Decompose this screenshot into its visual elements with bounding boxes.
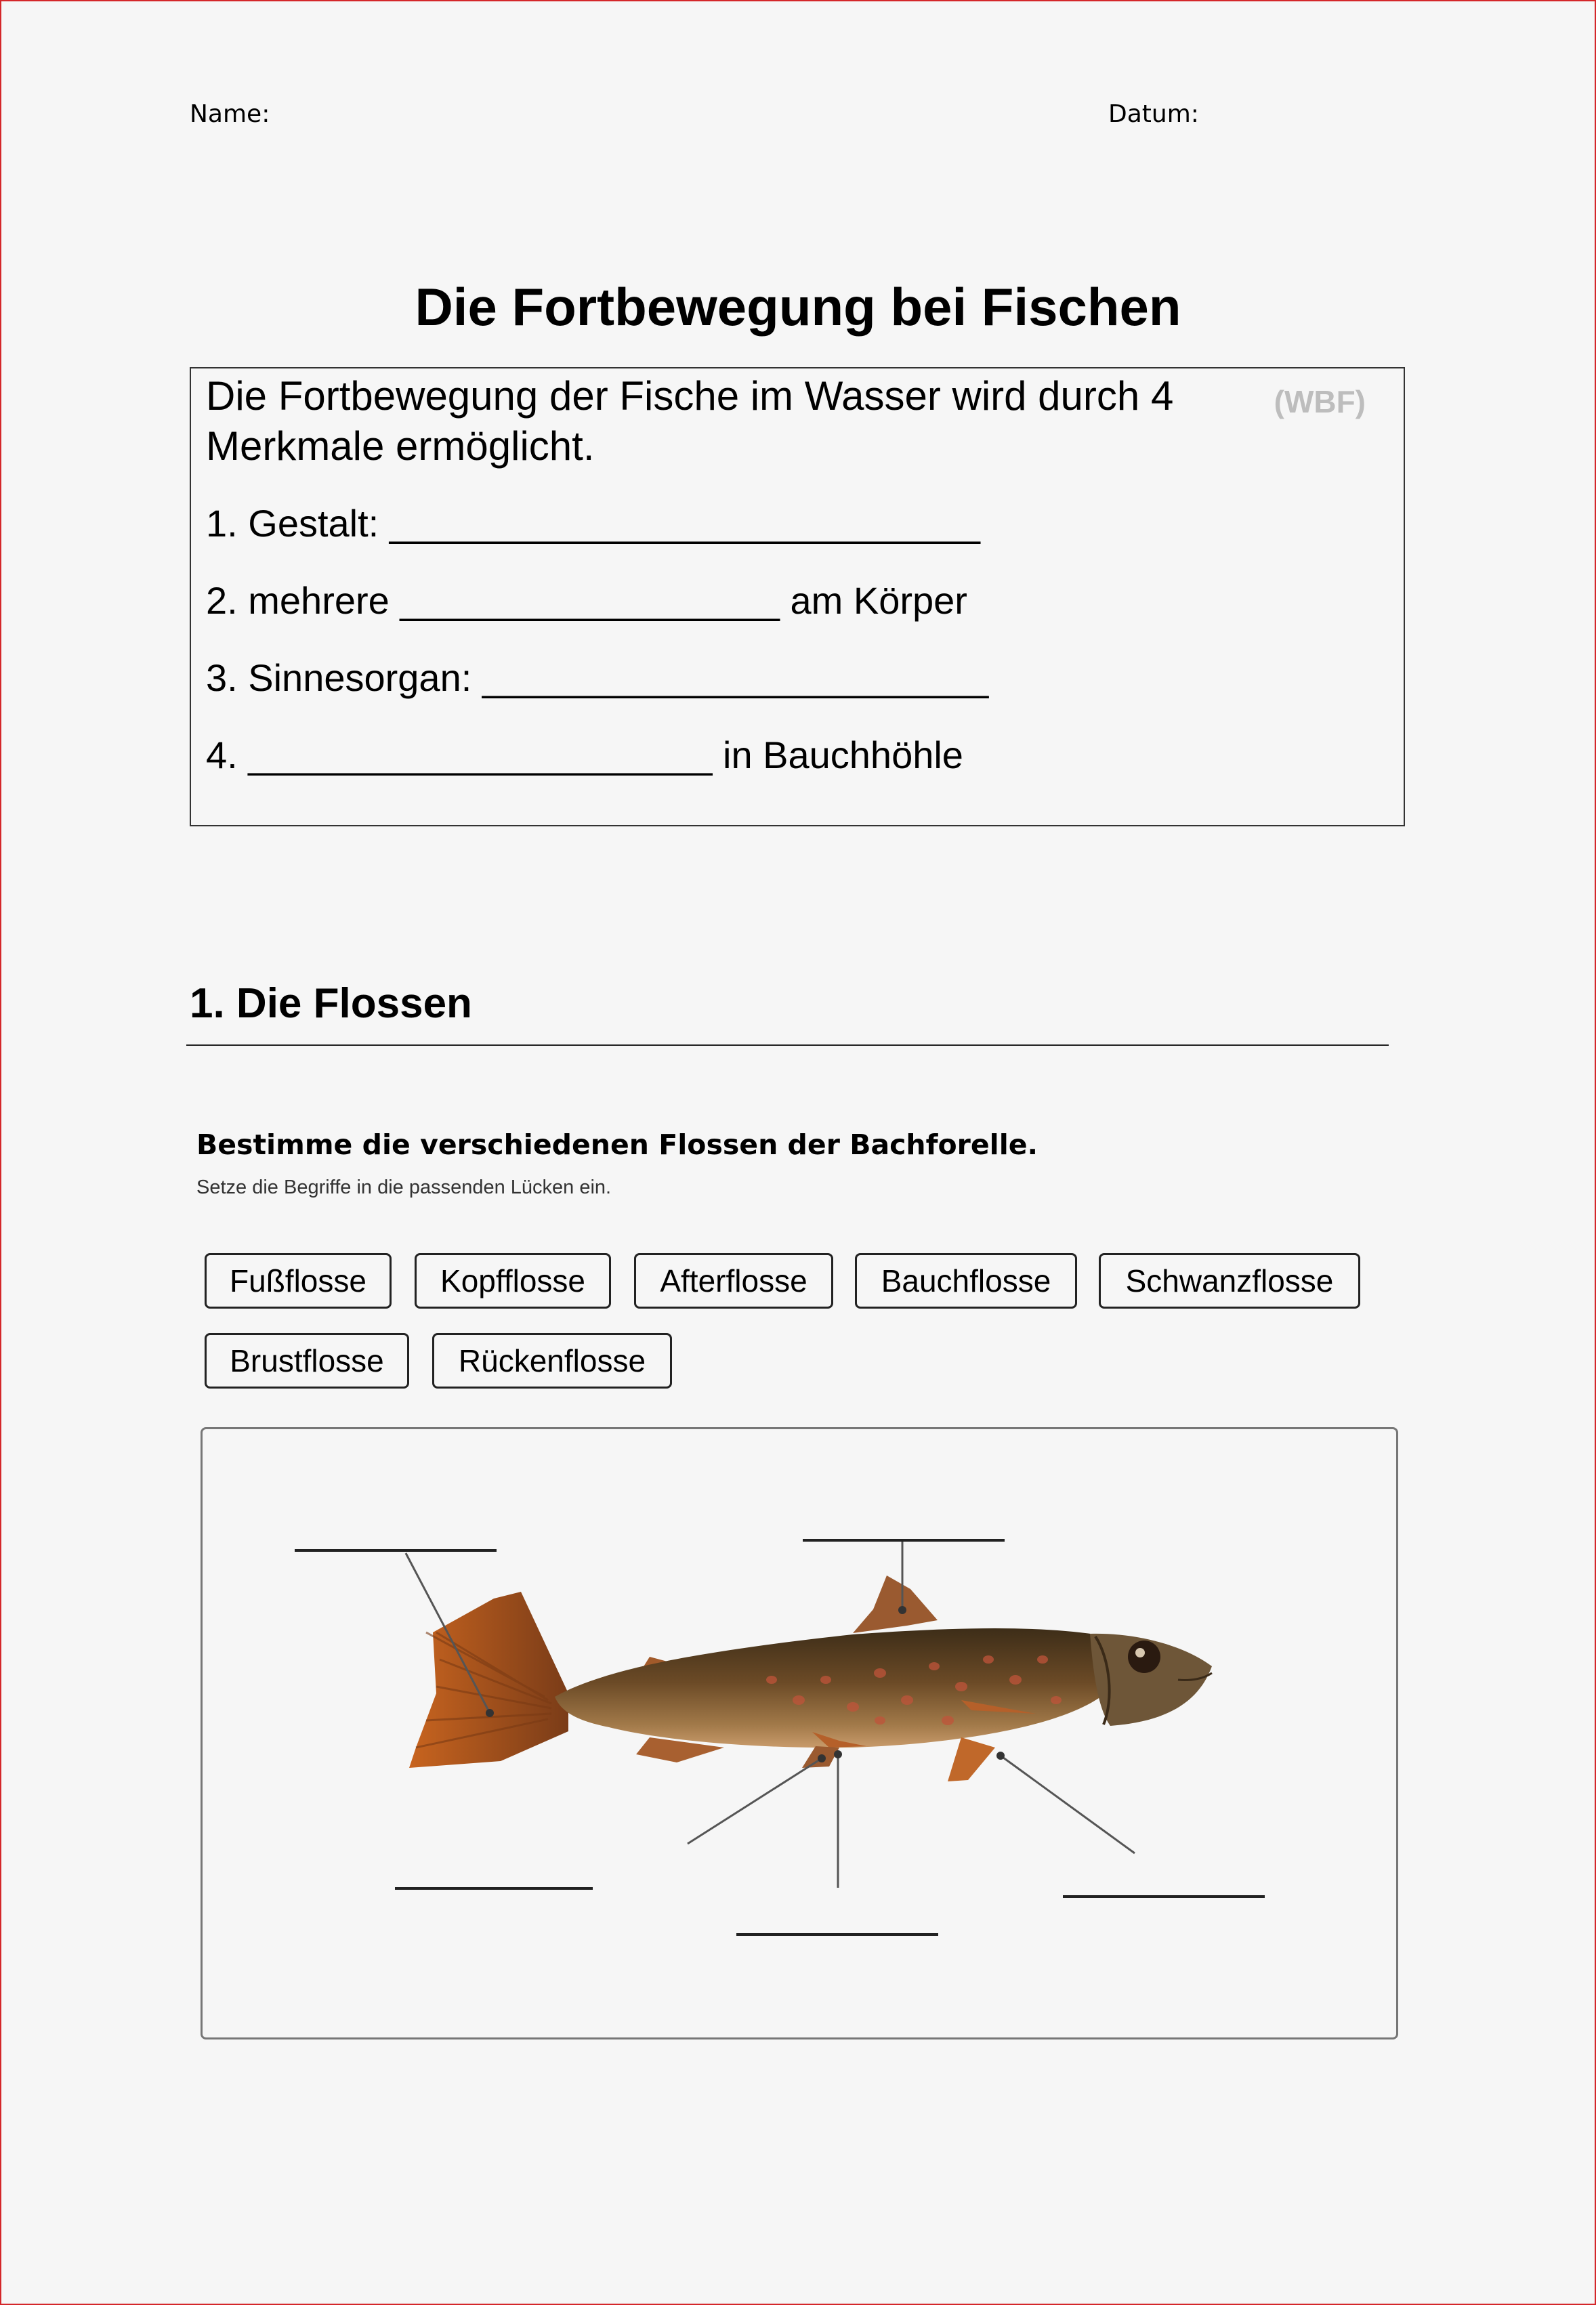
answer-blank-dorsal[interactable] (803, 1539, 1005, 1542)
section-divider (186, 1044, 1389, 1046)
name-label: Name: (190, 100, 270, 128)
task-subtitle: Setze die Begriffe in die passenden Lücken ein. (196, 1177, 612, 1198)
intro-box (190, 367, 1405, 826)
answer-blank-pectoral[interactable] (1063, 1895, 1265, 1898)
feature-line-4: 4. ______________________ in Bauchhöhle (206, 734, 963, 776)
term-chip-rueckenflosse[interactable]: Rückenflosse (432, 1333, 672, 1389)
wbf-tag: (WBF) (1274, 384, 1366, 419)
term-chip-bauchflosse[interactable]: Bauchflosse (855, 1253, 1077, 1309)
task-title: Bestimme die verschiedenen Flossen der Bachforelle. (196, 1128, 1038, 1161)
feature-line-2: 2. mehrere __________________ am Körper (206, 579, 967, 622)
answer-blank-anal[interactable] (395, 1887, 593, 1890)
term-chip-kopfflosse[interactable]: Kopfflosse (415, 1253, 611, 1309)
feature-line-1: 1. Gestalt: ____________________________ (206, 502, 980, 545)
feature-line-3: 3. Sinnesorgan: ________________________ (206, 656, 989, 699)
fish-diagram (201, 1427, 1398, 2039)
term-chip-brustflosse[interactable]: Brustflosse (205, 1333, 409, 1389)
fish-eye (1128, 1641, 1160, 1673)
section-heading: 1. Die Flossen (190, 980, 472, 1027)
fish-body (555, 1628, 1104, 1748)
term-chip-fussflosse[interactable]: Fußflosse (205, 1253, 392, 1309)
answer-blank-pelvic[interactable] (736, 1933, 938, 1936)
trout-illustration (203, 1429, 1396, 2037)
answer-blank-tail[interactable] (295, 1549, 497, 1552)
dorsal-fin (853, 1576, 938, 1633)
term-chip-schwanzflosse[interactable]: Schwanzflosse (1099, 1253, 1360, 1309)
intro-text: Die Fortbewegung der Fische im Wasser wird durch 4 Merkmale ermöglicht. (206, 373, 1174, 469)
page-title: Die Fortbewegung bei Fischen (415, 277, 1181, 337)
term-chip-afterflosse[interactable]: Afterflosse (634, 1253, 833, 1309)
date-label: Datum: (1108, 100, 1199, 128)
